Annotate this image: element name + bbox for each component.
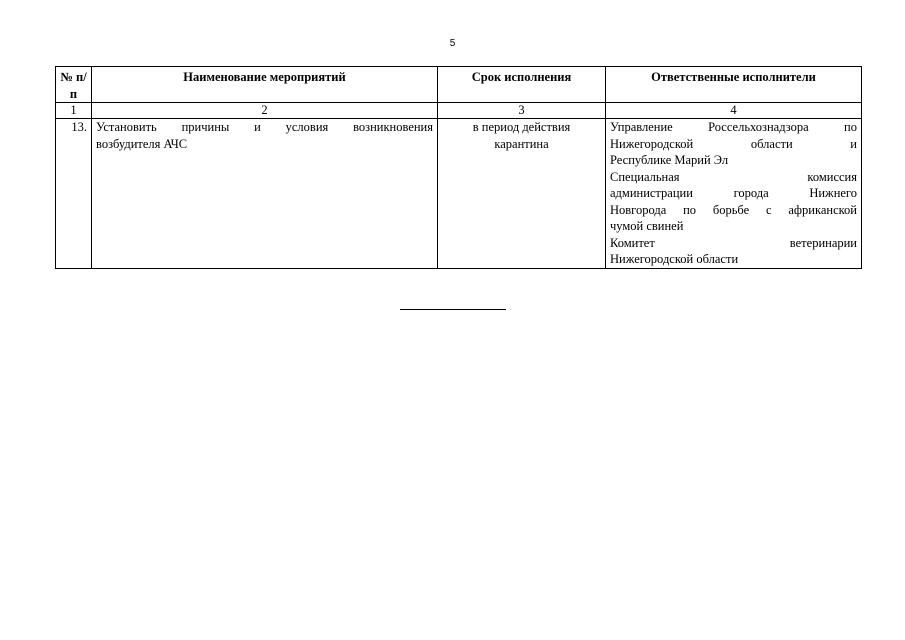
responsible-line: чумой свиней [610,219,684,233]
header-measures: Наименование мероприятий [92,67,438,103]
responsible-line: Нижегородской области и [610,136,857,151]
table-header-row [56,67,862,103]
deadline-line: карантина [494,136,549,151]
column-number: 3 [438,103,606,119]
column-number: 2 [92,103,438,119]
measures-table [55,66,862,269]
column-number: 1 [56,103,92,119]
header-deadline: Срок исполнения [438,67,606,103]
header-number: № п/п [56,67,92,103]
end-rule [400,309,506,310]
table-row [56,119,862,269]
measure-line: возбудителя АЧС [96,136,188,151]
responsible-line: Управление Россельхознадзора по [610,120,857,134]
header-responsible: Ответственные исполнители [606,67,862,103]
responsible-executors [606,119,862,269]
measure-name [92,119,438,269]
deadline-line: в период действия [472,120,571,134]
responsible-line: Нижегородской области [610,252,739,266]
responsible-line: Специальная комиссия [610,169,857,184]
measure-line: Установить причины и условия возникновения [96,120,433,134]
responsible-line: Новгорода по борьбе с африканской [610,202,857,217]
responsible-line: Комитет ветеринарии [610,235,857,250]
page-number: 5 [449,38,456,49]
deadline [438,119,606,269]
responsible-line: Республике Марий Эл [610,153,729,167]
row-number: 13. [56,119,92,269]
column-number: 4 [606,103,862,119]
responsible-line: администрации города Нижнего [610,186,857,200]
column-numbers-row [56,103,862,119]
